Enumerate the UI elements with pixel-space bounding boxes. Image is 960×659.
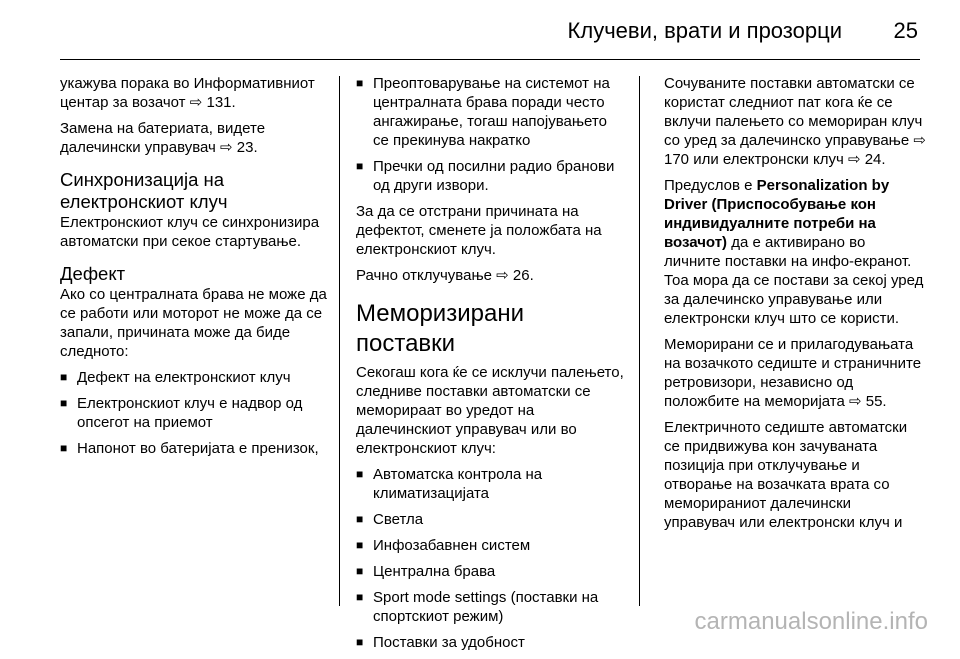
list-item: ■ Поставки за удобност [356,633,624,652]
page-ref-link[interactable]: 23. [232,139,258,156]
paragraph-manual-unlock [356,266,624,285]
page-ref-icon: ⇨ [849,393,862,410]
defect-list [60,368,328,458]
text: Рачно отклучување [356,267,497,284]
header-title: Клучеви, врати и прозорци [567,18,842,43]
text: укажува порака во Информативниот центар за возачот [60,75,315,111]
list-item: ■ Светла [356,510,624,529]
page-ref-icon: ⇨ [220,139,233,156]
text: Меморирани се и прилагодувањата на возачкото седиште и страничните ретровизори, независно од положбите на меморијата [664,336,922,410]
list-item: ■ Напонот во батеријата е пренизок, [60,439,328,458]
defect-list-continued [356,74,624,195]
list-item: ■ Електронскиот клуч е надвор од опсегот на приемот [60,394,328,432]
heading-defect: Дефект [60,263,126,284]
column-1 [60,74,328,465]
page-ref-link[interactable]: 26. [508,267,534,284]
list-item: ■ Инфозабавнен систем [356,536,624,555]
text: да е активирано во личните поставки на инфо-екранот. Тоа мора да се постави за секој уред за далечинско управување или електронски клуч што се користи. [664,234,924,327]
paragraph-defect: Ако со централната брава не може да се работи или моторот не може да се запали, причината може да биде следното: [60,286,327,360]
paragraph-battery [60,119,328,157]
paragraph-memorized: Секогаш кога ќе се исклучи палењето, следниве поставки автоматски се меморираат во уредот на далечинскиот управувач или во електронскиот клуч: [356,364,624,457]
list-item: ■ Пречки од посилни радио бранови од други извори. [356,157,624,195]
text: Замена на батериата, видете далечински управувач [60,120,266,156]
page-ref-icon: ⇨ [189,94,203,111]
header-rule [60,59,920,60]
page-ref-icon: ⇨ [496,267,509,284]
page-ref-link[interactable]: 170 или електронски клуч [664,151,848,168]
menu-setting-name: Personalization by Driver (Приспособување кон индивидуалните потреби на возачот) [664,177,890,251]
heading-sync: Синхронизација на електронскиот клуч [60,169,228,212]
paragraph-sync: Електронскиот клуч се синхронизира автоматски при секое стартување. [60,214,320,250]
paragraph-saved-settings [664,74,926,169]
list-item: ■ Централна брава [356,562,624,581]
page-ref-icon: ⇨ [913,132,926,149]
column-2 [356,74,624,659]
paragraph-precondition [664,176,926,328]
page-number: 25 [893,18,918,43]
list-item: ■ Дефект на електронскиот клуч [60,368,328,387]
page-ref-link[interactable]: 131. [202,94,236,111]
list-item: ■ Автоматска контрола на климатизацијата [356,465,624,503]
list-item: ■ Sport mode settings (поставки на спортскиот режим) [356,588,624,626]
list-item: ■ Преоптоварување на системот на централната брава поради често ангажирање, тогаш напојувањето се прекинува накратко [356,74,624,150]
page-ref-link[interactable]: 55. [861,393,887,410]
text: Предуслов е [664,177,757,194]
text: Сочуваните поставки автоматски се користат следниот пат кога ќе се вклучи палењето со мемориран клуч со уред за далечинско управување [664,75,923,149]
paragraph-electric-seat: Електричното седиште автоматски се придвижува кон зачуваната позиција при отклучување и отворање на возачката врата со меморираниот далечински управувач или електронски клуч и [664,419,908,531]
watermark: carmanualsonline.info [694,608,928,635]
heading-memorized-settings: Меморизирани поставки [356,300,524,357]
column-divider [639,76,640,606]
paragraph-seat-mirrors [664,335,926,411]
column-divider [339,76,340,606]
paragraph-fix: За да се отстрани причината на дефектот, сменете ја положбата на електронскиот клуч. [356,203,602,258]
paragraph-info-center [60,74,328,112]
column-3 [664,74,926,539]
page-ref-icon: ⇨ [847,151,861,168]
memorized-list [356,465,624,652]
page-ref-link[interactable]: 24. [860,151,886,168]
